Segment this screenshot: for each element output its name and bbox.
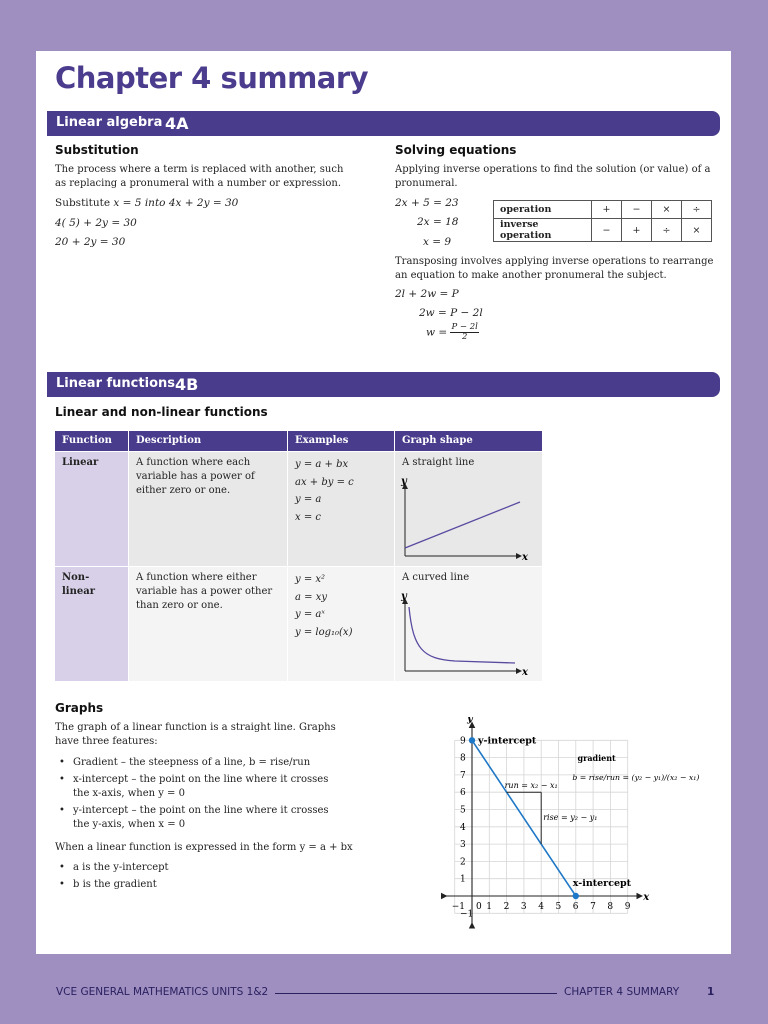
example: y = a + bx — [295, 459, 349, 470]
solving-eq2: 2x = 18 — [417, 216, 459, 228]
rise-label: rise = y₂ − y₁ — [543, 812, 598, 822]
form-list — [55, 861, 345, 895]
y-tick-label: 8 — [460, 753, 466, 764]
y-tick-label: 4 — [460, 822, 466, 833]
page-number: 1 — [707, 986, 715, 998]
fraction-denominator: 2 — [461, 332, 468, 342]
functions-subheading: Linear and non-linear functions — [55, 405, 268, 419]
form-text: When a linear function is expressed in the form y = a + bx — [55, 842, 353, 853]
row-function-nonlinear: Non-linear — [55, 567, 128, 681]
y-intercept-label: y-intercept — [478, 735, 537, 747]
x-axis-label: x — [643, 892, 650, 903]
straight-line-graph — [395, 474, 535, 564]
row-function-linear: Linear — [55, 452, 128, 566]
linear-graph-chart — [390, 717, 720, 942]
run-label: run = x₂ − x₁ — [504, 781, 558, 791]
example: y = aˣ — [295, 609, 325, 620]
y-tick-label: 7 — [460, 770, 466, 781]
table-cell: + — [592, 201, 622, 219]
graphs-intro: The graph of a linear function is a straight line. Graphs have three features: — [55, 722, 336, 747]
table-row — [494, 219, 712, 242]
list-item: • y-intercept – the point on the line where it crosses the y-axis, when x = 0 — [55, 804, 345, 832]
x-intercept-point — [573, 893, 579, 899]
example: y = x² — [295, 574, 326, 585]
list-item: • b is the gradient — [55, 878, 345, 892]
section-code: 4A — [165, 114, 189, 133]
y-tick-label: 5 — [460, 805, 466, 816]
table-header: Graph shape — [394, 431, 542, 451]
y-tick-label: −1 — [460, 909, 474, 920]
substitution-heading: Substitution — [55, 143, 139, 157]
x-tick-label: 6 — [572, 902, 579, 912]
x-tick-label: 8 — [607, 902, 614, 912]
table-cell: × — [652, 201, 682, 219]
row-examples — [287, 452, 394, 566]
substitute-math: x = 5 into 4x + 2y = 30 — [113, 197, 239, 209]
shape-label: A straight line — [402, 457, 475, 468]
example: a = xy — [295, 591, 327, 603]
example: x = c — [295, 511, 321, 523]
x-tick-label: 3 — [520, 902, 527, 912]
substitution-line3: 20 + 2y = 30 — [55, 236, 126, 248]
y-tick-label: 9 — [460, 736, 466, 747]
page-title: Chapter 4 summary — [55, 61, 369, 95]
axis-y-label: y — [401, 476, 407, 487]
footer-left: VCE GENERAL MATHEMATICS UNITS 1&2 — [56, 986, 269, 998]
x-tick-label: −1 — [451, 902, 465, 912]
y-intercept-point — [469, 737, 475, 743]
curved-line-graph — [395, 589, 535, 679]
x-intercept-label: x-intercept — [572, 878, 632, 889]
table-row — [494, 201, 712, 219]
x-tick-label: 4 — [538, 902, 544, 912]
y-tick-label: 3 — [460, 840, 466, 851]
axis-x-label: x — [522, 667, 528, 678]
table-cell: operation — [494, 201, 592, 219]
x-tick-label: 7 — [590, 902, 596, 912]
list-item: • x-intercept – the point on the line where it crosses the x-axis, when y = 0 — [55, 773, 345, 801]
solving-text: Applying inverse operations to find the solution (or value) of a pronumeral. — [395, 164, 711, 189]
section-code: 4B — [175, 375, 199, 394]
table-cell: ÷ — [652, 219, 682, 242]
section-band-linear-functions — [47, 372, 720, 397]
page — [36, 51, 731, 954]
graphs-heading: Graphs — [55, 701, 104, 715]
table-cell: + — [622, 219, 652, 242]
gradient-label: gradient — [577, 753, 616, 764]
table-cell: − — [592, 219, 622, 242]
y-tick-label: 6 — [460, 788, 466, 799]
solving-heading: Solving equations — [395, 143, 517, 157]
fraction-numerator: P − 2l — [451, 322, 478, 332]
transpose-eq3 — [426, 323, 479, 342]
graph-features-list — [55, 756, 345, 835]
row-shape — [394, 452, 542, 566]
table-cell: × — [682, 219, 712, 242]
table-header: Description — [128, 431, 287, 451]
footer-divider — [275, 993, 557, 994]
table-header: Examples — [287, 431, 394, 451]
shape-label: A curved line — [402, 572, 470, 583]
y-tick-label: 1 — [460, 874, 466, 885]
solving-eq1: 2x + 5 = 23 — [395, 197, 459, 209]
axis-y-label: y — [401, 591, 407, 602]
x-tick-label: 2 — [503, 902, 510, 912]
x-tick-label: 9 — [624, 902, 631, 912]
x-tick-label: 1 — [486, 902, 493, 912]
substitution-line1 — [55, 197, 238, 209]
row-description: A function where each variable has a power of either zero or one. — [128, 452, 287, 566]
table-cell: inverse operation — [494, 219, 592, 242]
substitution-text: The process where a term is replaced with another, such as replacing a pronumeral with a number or expression. — [55, 164, 344, 189]
transpose-eq1: 2l + 2w = P — [395, 288, 459, 300]
fraction — [450, 323, 478, 342]
row-description: A function where either variable has a power other than zero or one. — [128, 567, 287, 681]
x-tick-label: 5 — [555, 902, 562, 912]
section-label: Linear functions — [56, 376, 175, 391]
footer-right: CHAPTER 4 SUMMARY — [564, 986, 680, 998]
list-item: • Gradient – the steepness of a line, b = rise/run — [55, 756, 345, 770]
eq3-lhs: w = — [426, 326, 448, 339]
solving-eq3: x = 9 — [423, 236, 452, 248]
transpose-eq2: 2w = P − 2l — [419, 307, 483, 319]
x-tick-label: 0 — [476, 902, 482, 912]
substitution-line2: 4( 5) + 2y = 30 — [55, 217, 137, 229]
list-item: • a is the y-intercept — [55, 861, 345, 875]
example: y = a — [295, 494, 322, 505]
table-cell: − — [622, 201, 652, 219]
y-axis-label: y — [467, 717, 473, 725]
example: ax + by = c — [295, 476, 354, 488]
substitute-word: Substitute — [55, 197, 111, 209]
y-tick-label: 2 — [460, 857, 466, 868]
example: y = log₁₀(x) — [295, 626, 353, 638]
transposing-text: Transposing involves applying inverse operations to rearrange an equation to make another pronumeral the subject. — [395, 256, 714, 281]
table-header: Function — [55, 431, 128, 451]
section-band-linear-algebra — [47, 111, 720, 136]
axis-x-label: x — [522, 552, 528, 563]
section-label: Linear algebra — [56, 115, 163, 130]
row-examples — [287, 567, 394, 681]
inverse-operations-table — [493, 200, 712, 242]
row-shape — [394, 567, 542, 681]
table-cell: ÷ — [682, 201, 712, 219]
gradient-formula: b = rise/run = (y₂ − y₁)/(x₂ − x₁) — [572, 773, 700, 783]
